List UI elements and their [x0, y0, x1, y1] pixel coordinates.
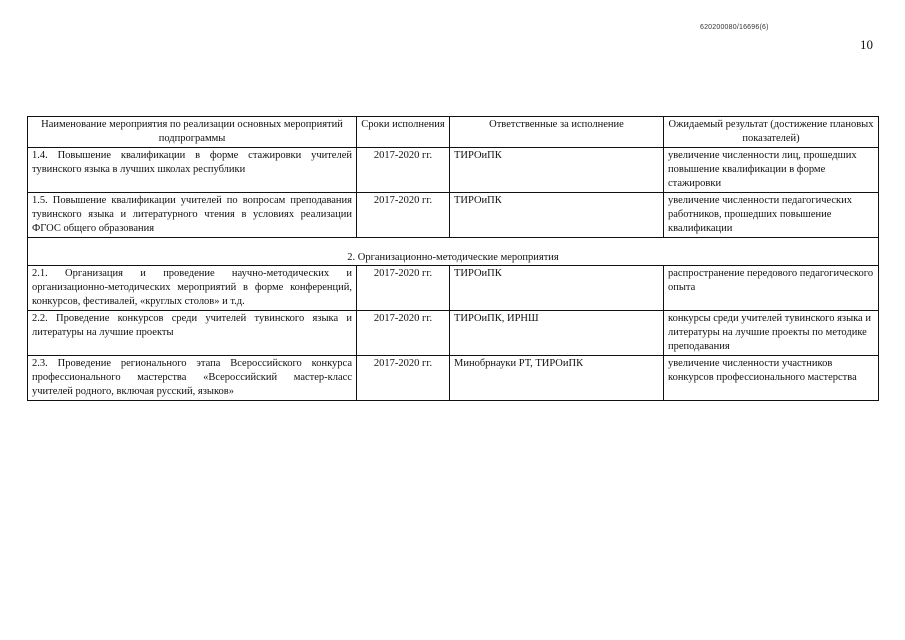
responsible-cell: ТИРОиПК, ИРНШ: [450, 311, 664, 356]
responsible-cell: Минобрнауки РТ, ТИРОиПК: [450, 356, 664, 401]
document-id: 620200080/16696(6): [700, 24, 769, 31]
table-row: [28, 148, 879, 193]
responsible-cell: ТИРОиПК: [450, 266, 664, 311]
table-header-row: [28, 117, 879, 148]
result-cell: увеличение численности участников конкурсов профессионального мастерства: [664, 356, 879, 401]
table-row: [28, 356, 879, 401]
column-header-activity: Наименование мероприятия по реализации основных мероприятий подпрограммы: [28, 117, 357, 148]
term-cell: 2017-2020 гг.: [357, 311, 450, 356]
page-number: 10: [860, 37, 873, 52]
table-row: [28, 311, 879, 356]
result-cell: увеличение численности педагогических работников, прошедших повышение квалификации: [664, 193, 879, 238]
term-cell: 2017-2020 гг.: [357, 193, 450, 238]
column-header-result: Ожидаемый результат (достижение плановых показателей): [664, 117, 879, 148]
activity-cell: 1.4. Повышение квалификации в форме стажировки учителей тувинского языка в лучших школах республики: [28, 148, 357, 193]
activity-cell: 2.2. Проведение конкурсов среди учителей тувинского языка и литературы на лучшие проекты: [28, 311, 357, 356]
table-row: [28, 266, 879, 311]
result-cell: увеличение численности лиц, прошедших повышение квалификации в форме стажировки: [664, 148, 879, 193]
term-cell: 2017-2020 гг.: [357, 266, 450, 311]
result-cell: конкурсы среди учителей тувинского языка и литературы на лучшие проекты по методике преподавания: [664, 311, 879, 356]
term-cell: 2017-2020 гг.: [357, 148, 450, 193]
term-cell: 2017-2020 гг.: [357, 356, 450, 401]
responsible-cell: ТИРОиПК: [450, 148, 664, 193]
activity-cell: 1.5. Повышение квалификации учителей по вопросам преподавания тувинского языка и литературного чтения в условиях реализации ФГОС общего образования: [28, 193, 357, 238]
column-header-responsible: Ответственные за исполнение: [450, 117, 664, 148]
responsible-cell: ТИРОиПК: [450, 193, 664, 238]
table-row: [28, 193, 879, 238]
activity-cell: 2.3. Проведение регионального этапа Всероссийского конкурса профессионального мастерства «Всероссийский мастер-класс учителей родного, включая русский, языков»: [28, 356, 357, 401]
section-title: 2. Организационно-методические мероприятия: [28, 238, 879, 266]
section-row: [28, 238, 879, 266]
result-cell: распространение передового педагогического опыта: [664, 266, 879, 311]
column-header-term: Сроки исполнения: [357, 117, 450, 148]
activity-cell: 2.1. Организация и проведение научно-методических и организационно-методических мероприятий в форме конференций, конкурсов, фестивалей, «круглых столов» и т.д.: [28, 266, 357, 311]
program-activities-table: [27, 116, 879, 401]
